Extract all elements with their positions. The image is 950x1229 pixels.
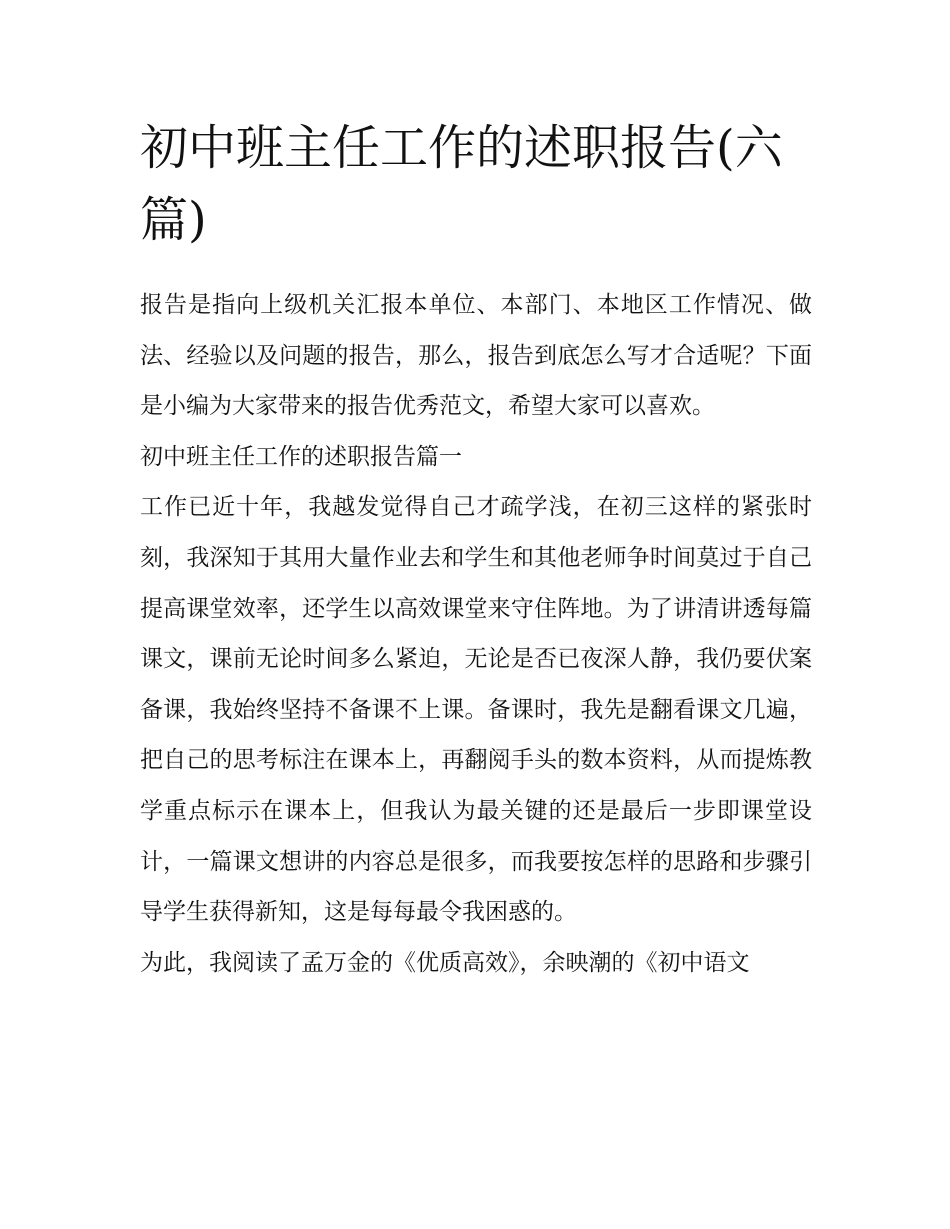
body-paragraph-1: 工作已近十年，我越发觉得自己才疏学浅，在初三这样的紧张时刻，我深知于其用大量作业去和学生和其他老师争时间莫过于自己提高课堂效率，还学生以高效课堂来守住阵地。为了讲清讲透每篇课文，课前无论时间多么紧迫，无论是否已夜深人静，我仍要伏案备课，我始终坚持不备课不上课。备课时，我先是翻看课文几遍，把自己的思考标注在课本上，再翻阅手头的数本资料，从而提炼教学重点标示在课本上，但我认为最关键的还是最后一步即课堂设计，一篇课文想讲的内容总是很多，而我要按怎样的思路和步骤引导学生获得新知，这是每每最令我困惑的。 xyxy=(140,494,812,926)
document-title: 初中班主任工作的述职报告(六篇) xyxy=(140,120,783,248)
intro-paragraph: 报告是指向上级机关汇报本单位、本部门、本地区工作情况、做法、经验以及问题的报告，那么，报告到底怎么写才合适呢？下面是小编为大家带来的报告优秀范文，希望大家可以喜欢。 xyxy=(140,292,812,420)
document-body xyxy=(140,112,812,988)
section-heading: 初中班主任工作的述职报告篇一 xyxy=(140,443,462,470)
body-paragraph-2: 为此，我阅读了孟万金的《优质高效》，余映潮的《初中语文 xyxy=(140,949,750,976)
